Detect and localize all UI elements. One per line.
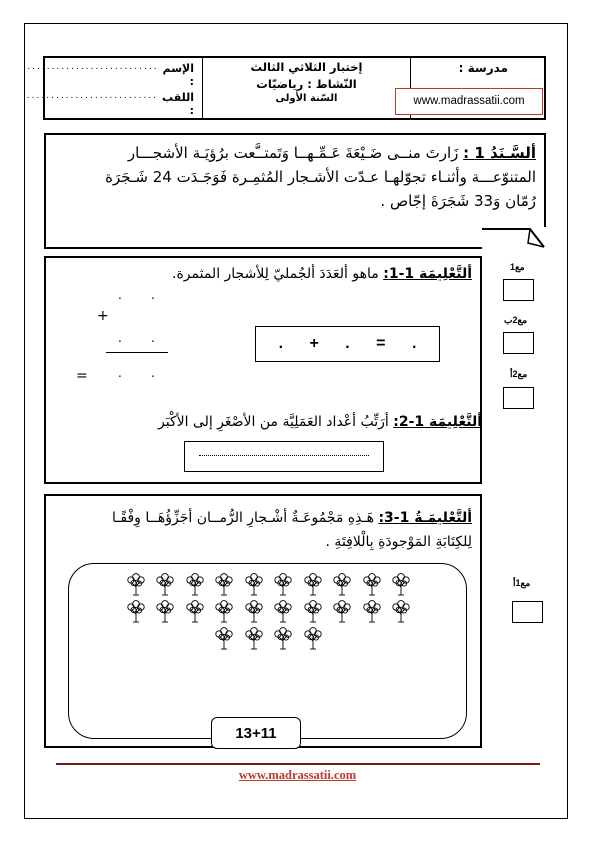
pomegranate-tree-icon <box>243 626 265 650</box>
pomegranate-tree-icon <box>302 599 324 623</box>
criterion-2a-label: مع2أ <box>510 369 528 379</box>
equation-text: . + . = . <box>278 335 417 352</box>
criterion-1a-label: مع1أ <box>513 578 531 588</box>
support-line2: المتنوّعـــة وأثنـاء تجوّلهـا عـدّت الأشـجار المُثمِـرة فَوَجَـدَت 24 شَـجَرَة <box>105 168 536 186</box>
pomegranate-tree-icon <box>331 599 353 623</box>
pomegranate-tree-icon <box>213 572 235 596</box>
task1-title: ألتَّعْلِيمَة 1-1: <box>383 266 472 282</box>
pomegranate-tree-icon <box>125 572 147 596</box>
name-row <box>27 62 194 88</box>
pomegranate-tree-icon <box>272 572 294 596</box>
digit-dot: . <box>118 366 122 380</box>
pomegranate-tree-icon <box>272 626 294 650</box>
sum-line <box>106 352 168 353</box>
site-link-box[interactable]: www.madrassatii.com <box>395 88 543 115</box>
pomegranate-tree-icon <box>302 572 324 596</box>
task3-line2: لِلكِتَابَةِ المَوْجودَةِ بِالْلافِتَةِ . <box>325 534 472 550</box>
pomegranate-tree-icon <box>184 599 206 623</box>
surname-label: اللقب : <box>162 91 194 117</box>
pomegranate-tree-icon <box>243 599 265 623</box>
title-cell <box>202 58 410 118</box>
pomegranate-tree-icon <box>390 572 412 596</box>
footer-link[interactable]: www.madrassatii.com <box>238 768 357 782</box>
criterion-1a-box[interactable] <box>512 601 543 623</box>
task3-line1: هَـذِهِ مَجْمُوعَـةٌ أشْـجارِ الرُّمــان أجَزِّؤُهَــا وِفْقًـا <box>112 510 374 526</box>
support-line1: زَارتَ منــى ضَـيْعَةَ عَـمِّـهــا وَتَمتــَّعت برُؤيَـة الأشجـــار <box>127 144 459 162</box>
task2-text: أرَتِّبُ أعْداد العَمَلِيَّة من الأصْغَرِ إلى الأكْبَر <box>157 414 389 430</box>
equals-sign: = <box>76 368 88 384</box>
pomegranate-tree-icon <box>331 572 353 596</box>
pomegranate-tree-icon <box>184 572 206 596</box>
plus-sign: + <box>97 308 109 324</box>
criterion-2a-box[interactable] <box>503 387 534 409</box>
page-fold-icon <box>482 227 546 249</box>
pomegranate-tree-icon <box>272 599 294 623</box>
digit-dot: . <box>151 331 155 345</box>
task3-text <box>56 506 472 554</box>
trees-frame <box>68 563 467 739</box>
pomegranate-tree-icon <box>213 599 235 623</box>
name-label: الإسم : <box>162 62 194 88</box>
name-dots: ........................... <box>27 62 159 72</box>
support-line3: رُمّان وَ33 شَجَرَةَ إجّاص . <box>380 192 536 210</box>
criterion-2b-box[interactable] <box>503 332 534 354</box>
pomegranate-tree-icon <box>213 626 235 650</box>
task1-heading <box>172 266 472 282</box>
task3-title: ألتَّعْليمَـةُ 1-3: <box>378 510 472 526</box>
surname-row <box>27 91 194 117</box>
digit-dot: . <box>118 331 122 345</box>
criterion-2b-label: مع2ب <box>504 315 528 325</box>
pomegranate-tree-icon <box>154 572 176 596</box>
task2-title: ألتَّعْلِيمَة 1-2: <box>393 414 482 430</box>
support-text <box>54 141 536 213</box>
digit-dot: . <box>151 288 155 302</box>
pomegranate-tree-icon <box>243 572 265 596</box>
sign-box: 13+11 <box>211 717 301 749</box>
student-cell <box>26 58 202 118</box>
pomegranate-tree-icon <box>125 599 147 623</box>
equation-box[interactable] <box>255 326 440 362</box>
digit-dot: . <box>118 288 122 302</box>
criterion-1-box[interactable] <box>503 279 534 301</box>
criterion-1-label: مع1 <box>510 262 525 272</box>
pomegranate-tree-icon <box>361 572 383 596</box>
pomegranate-tree-icon <box>154 599 176 623</box>
pomegranate-tree-icon <box>361 599 383 623</box>
digit-dot: . <box>151 366 155 380</box>
school-label: مدرسة : <box>458 61 508 75</box>
surname-dots: ........................... <box>26 91 159 101</box>
support-title: ألسَّـنَدُ 1 : <box>463 144 536 162</box>
task2-heading <box>158 414 482 430</box>
answer-dotted-line <box>199 450 369 456</box>
pomegranate-tree-icon <box>302 626 324 650</box>
task1-text: ماهو ألعَدَدَ ألجُمليّ لِلأشجار المثمرة. <box>172 266 379 282</box>
grade-line: السّنة الأولى <box>275 93 338 104</box>
pomegranate-tree-icon <box>390 599 412 623</box>
subject-line: النّشاط : رياضيّات <box>256 77 357 91</box>
support-box <box>44 133 546 249</box>
order-answer-box[interactable] <box>184 441 384 472</box>
exam-title: إختبار الثلاثي الثالث <box>250 60 363 74</box>
footer-line <box>56 763 540 765</box>
